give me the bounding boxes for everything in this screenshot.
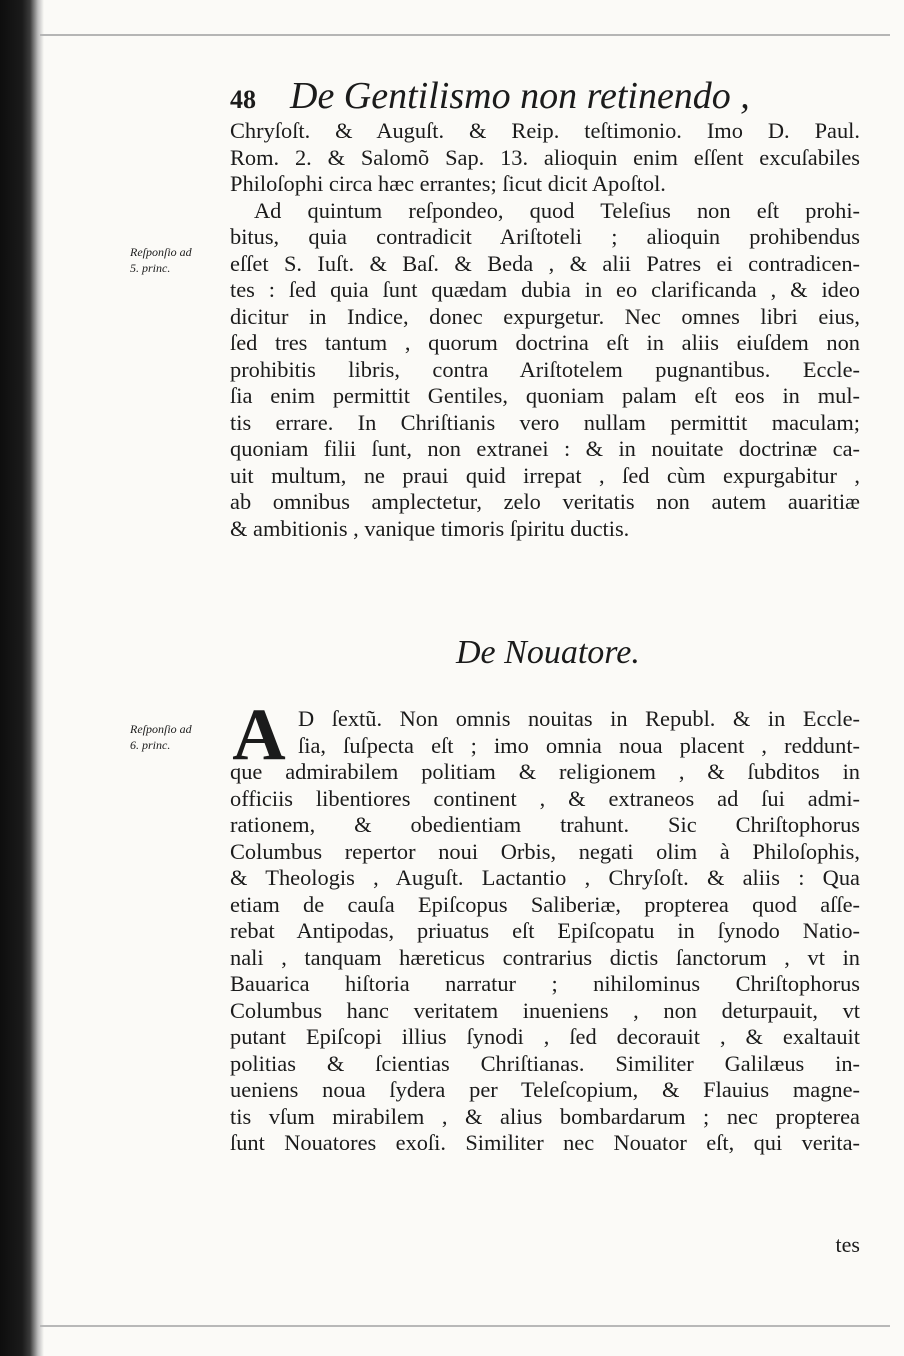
text-line: Columbus hanc veritatem inueniens , non deturpauit, vt	[230, 997, 860, 1023]
page-number: 48	[230, 85, 256, 114]
margin-note-line: Reſponſio ad	[130, 245, 192, 259]
text-line: Rom. 2. & Salomõ Sap. 13. alioquin enim eſſent excuſabiles	[230, 144, 860, 170]
paragraph-response-sixth	[230, 694, 860, 1157]
text-line: uit multum, ne praui quid irrepat , ſed cùm expurgabitur ,	[230, 462, 860, 488]
text-line: ſed tres tantum , quorum doctrina eſt in aliis eiuſdem non	[230, 330, 860, 355]
margin-note-line: 6. princ.	[130, 738, 171, 752]
text-line: tis errare. In Chriſtianis vero nullam permittit maculam;	[230, 409, 860, 435]
text-line: ab omnibus amplectetur, zelo veritatis non autem auaritiæ	[230, 489, 860, 514]
text-line: ueniens noua ſydera per Teleſcopium, & Flauius magne-	[230, 1077, 860, 1102]
page-edge-bottom	[40, 1325, 890, 1327]
text-line: ſunt Nouatores exoſi. Similiter nec Nouator eſt, qui verita-	[230, 1130, 860, 1155]
margin-note-line: Reſponſio ad	[130, 722, 192, 736]
text-line: tes : ſed quia ſunt quædam dubia in eo clarificanda , & ideo	[230, 277, 860, 302]
text-line: rebat Antipodas, priuatus eſt Epiſcopatu in ſynodo Natio-	[230, 918, 860, 943]
text-line: quoniam filii ſunt, non extranei : & in nouitate doctrinæ ca-	[230, 436, 860, 461]
text-line: Chryſoſt. & Auguſt. & Reip. teſtimonio. Imo D. Paul.	[230, 118, 860, 143]
text-line: Ad quintum reſpondeo, quod Teleſius non eſt prohi-	[254, 197, 860, 223]
catchword: tes	[835, 1232, 860, 1257]
text-line: etiam de cauſa Epiſcopus Saliberiæ, propterea quod aſſe-	[230, 891, 860, 917]
margin-note-response-5	[130, 244, 222, 276]
text-line: & ambitionis , vanique timoris ſpiritu ductis.	[230, 515, 630, 541]
text-line: politias & ſcientias Chriſtianas. Similiter Galilæus in-	[230, 1050, 860, 1076]
text-line: officiis libentiores continent , & extraneos ad ſui admi-	[230, 785, 860, 811]
text-line: Philoſophi circa hæc errantes; ſicut dicit Apoſtol.	[230, 171, 666, 196]
text-line: ſia enim permittit Gentiles, quoniam palam eſt eos in mul-	[230, 383, 860, 408]
paragraph-response-fifth	[230, 118, 860, 542]
section-heading: De Nouatore.	[456, 634, 640, 671]
text-line: Columbus repertor noui Orbis, negati olim à Philoſophis,	[230, 838, 860, 864]
text-line: putant Epiſcopi illius ſynodi , ſed decorauit , & exaltauit	[230, 1024, 860, 1049]
text-line: Bauarica hiſtoria narratur ; nihilominus Chriſtophorus	[230, 971, 860, 996]
text-line: tis vſum mirabilem , & alius bombardarum ; nec propterea	[230, 1103, 860, 1129]
text-line: prohibitis libris, contra Ariſtotelem pugnantibus. Eccle-	[230, 356, 860, 382]
book-gutter-shadow	[0, 0, 44, 1356]
text-line: que admirabilem politiam & religionem , & ſubditos in	[230, 759, 860, 784]
text-line: & Theologis , Auguſt. Lactantio , Chryſoſt. & aliis : Qua	[230, 865, 860, 890]
margin-note-response-6	[130, 721, 222, 753]
text-line: D ſextũ. Non omnis nouitas in Republ. & in Eccle-	[298, 706, 860, 731]
text-line: dicitur in Indice, donec expurgetur. Nec omnes libri eius,	[230, 303, 860, 329]
text-line: bitus, quia contradicit Ariſtoteli ; alioquin prohibendus	[230, 224, 860, 249]
text-line: eſſet S. Iuſt. & Baſ. & Beda , & alii Patres ei contradicen-	[230, 250, 860, 276]
text-line: ſia, ſuſpecta eſt ; imo omnia noua placent , reddunt-	[298, 732, 860, 758]
text-line: nali , tanquam hæreticus contrarius dictis ſanctorum , vt in	[230, 944, 860, 970]
running-head	[230, 72, 830, 120]
margin-note-line: 5. princ.	[130, 261, 171, 275]
text-line: rationem, & obedientiam trahunt. Sic Chriſtophorus	[230, 812, 860, 837]
page-edge-top	[40, 34, 890, 36]
running-title: De Gentilismo non retinendo ,	[290, 75, 750, 117]
drop-cap: A	[232, 694, 286, 776]
